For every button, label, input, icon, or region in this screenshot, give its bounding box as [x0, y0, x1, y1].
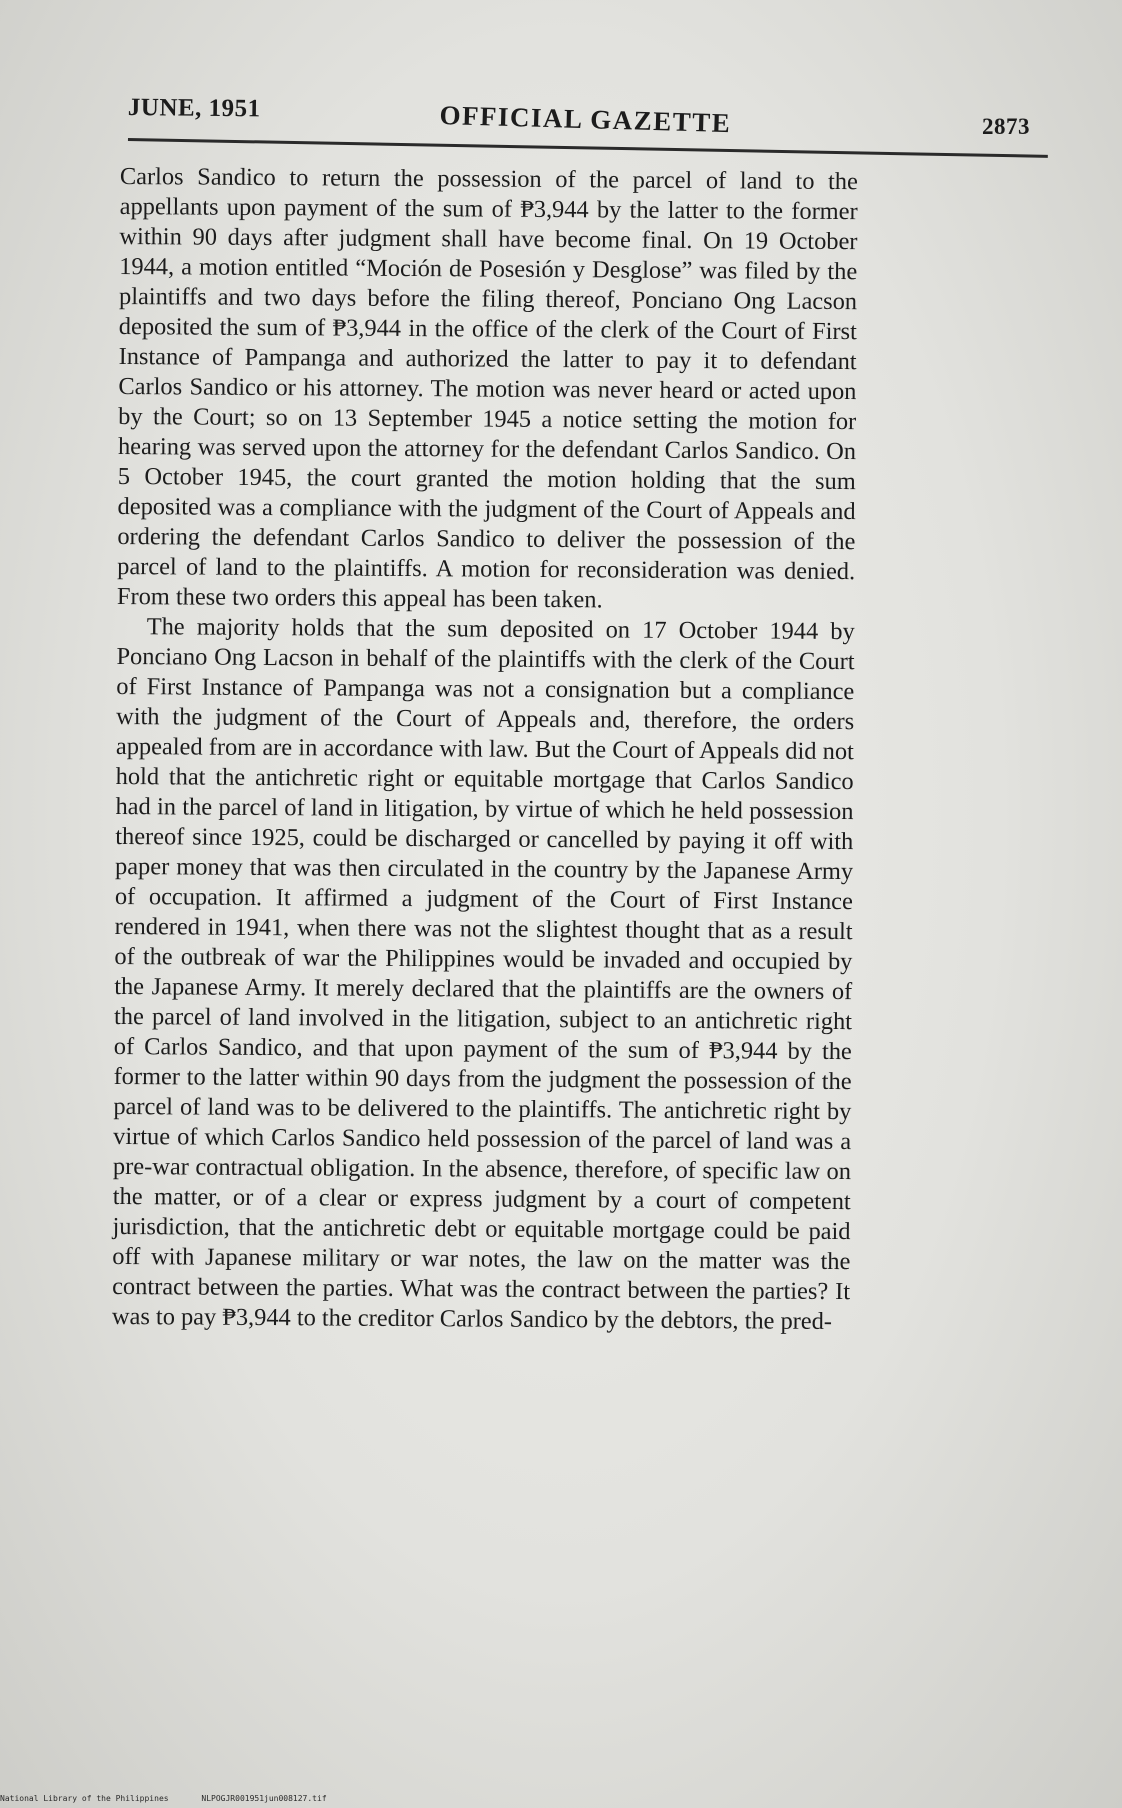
page-number: 2873 — [982, 114, 1030, 139]
issue-date: JUNE, 1951 — [127, 94, 261, 123]
scan-source: National Library of the Philippines — [0, 1794, 169, 1803]
publication-title: OFFICIAL GAZETTE — [439, 100, 732, 139]
scan-footer — [0, 1794, 355, 1803]
scan-filename: NLPOGJR001951jun008127.tif — [201, 1794, 327, 1803]
paragraph-2: The majority holds that the sum deposited on 17 October 1944 by Ponciano Ong Lacson in behalf of the plaintiffs with the clerk of the Court of First Instance of Pampanga was not a consignation but a compliance with the judgment of the Court of Appeals and, therefore, the orders appealed from are in accordance with law. But the Court of Appeals did not hold that the antichretic right or equitable mortgage that Carlos Sandico had in the parcel of land in litigation, by virtue of which he held possession thereof since 1925, could be discharged or cancelled by paying it off with paper money that was then circulated in the country by the Japanese Army of occupation. It affirmed a judgment of the Court of First Instance rendered in 1941, when there was not the slightest thought that as a result of the outbreak of war the Philippines would be invaded and occupied by the Japanese Army. It merely declared that the plaintiffs are the owners of the parcel of land involved in the litigation, subject to an antichretic right of Carlos Sandico, and that upon payment of the sum of ₱3,944 by the former to the latter within 90 days from the judgment the possession of the parcel of land was to be delivered to the plaintiffs. The antichretic right by virtue of which Carlos Sandico held possession of the parcel of land was a pre-war contractual obligation. In the absence, therefore, of specific law on the matter, or of a clear or express judgment by a court of competent jurisdiction, that the antichretic debt or equitable mortgage could be paid off with Japanese military or war notes, the law on the matter was the contract between the parties. What was the contract between the parties? It was to pay ₱3,944 to the creditor Carlos Sandico by the debtors, the pred- — [111, 613, 855, 1335]
paragraph-1: Carlos Sandico to return the possession of the parcel of land to the appellants upon payment of the sum of ₱3,944 by the latter to the former within 90 days after judgment shall have become final. On 19 October 1944, a motion entitled “Moción de Posesión y Desglose” was filed by the plaintiffs and two days before the filing thereof, Ponciano Ong Lacson deposited the sum of ₱3,944 in the office of the clerk of the Court of First Instance of Pampanga and authorized the latter to pay it to defendant Carlos Sandico or his attorney. The motion was never heard or acted upon by the Court; so on 13 September 1945 a notice setting the motion for hearing was served upon the attorney for the defendant Carlos Sandico. On 5 October 1945, the court granted the motion holding that the sum deposited was a compliance with the judgment of the Court of Appeals and ordering the defendant Carlos Sandico to deliver the possession of the parcel of land to the plaintiffs. A motion for reconsideration was denied. From these two orders this appeal has been taken. — [116, 162, 858, 614]
body-text — [112, 162, 858, 1337]
header-rule — [128, 138, 1048, 158]
page-header — [0, 0, 1122, 160]
